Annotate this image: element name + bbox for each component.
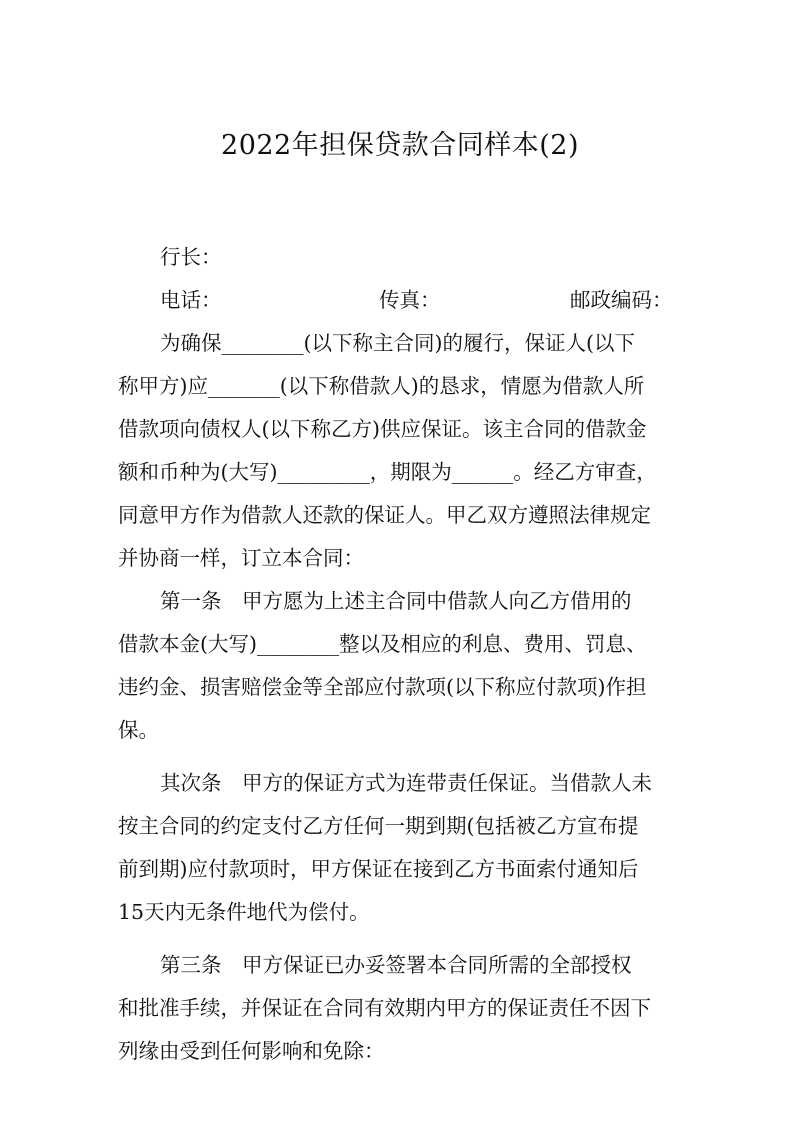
paragraph-line: 前到期)应付款项时，甲方保证在接到乙方书面索付通知后 bbox=[118, 857, 639, 881]
paragraph-article-3 bbox=[118, 944, 686, 1073]
paragraph-line: 并协商一样，订立本合同： bbox=[118, 546, 364, 570]
paragraph-line: 违约金、损害赔偿金等全部应付款项(以下称应付款项)作担 bbox=[118, 675, 647, 699]
fax-label: 传真： bbox=[379, 288, 441, 312]
paragraph-spacer bbox=[118, 752, 686, 762]
contact-row bbox=[118, 279, 686, 322]
paragraph-line: 为确保________(以下称主合同)的履行，保证人(以下 bbox=[160, 331, 635, 355]
paragraph-article-2 bbox=[118, 762, 686, 934]
paragraph-line: 借款项向债权人(以下称乙方)供应保证。该主合同的借款金 bbox=[118, 417, 647, 441]
paragraph-line: 额和币种为(大写)_________，期限为______。经乙方审查， bbox=[118, 460, 657, 484]
paragraph-line: 15天内无条件地代为偿付。 bbox=[118, 900, 370, 924]
document-body bbox=[118, 236, 686, 1073]
document-title: 2022年担保贷款合同样本(2) bbox=[221, 130, 579, 161]
paragraph-line: 借款本金(大写)________整以及相应的利息、费用、罚息、 bbox=[118, 632, 647, 656]
paragraph-article-1 bbox=[118, 580, 686, 752]
paragraph-spacer bbox=[118, 934, 686, 944]
paragraph-line: 称甲方)应_______(以下称借款人)的恳求，情愿为借款人所 bbox=[118, 374, 645, 398]
paragraph-line: 列缘由受到任何影响和免除： bbox=[118, 1039, 385, 1063]
paragraph-preamble bbox=[118, 322, 686, 580]
paragraph-line: 和批准手续，并保证在合同有效期内甲方的保证责任不因下 bbox=[118, 996, 651, 1020]
postal-code-label: 邮政编码： bbox=[570, 288, 673, 312]
paragraph-line: 第一条 甲方愿为上述主合同中借款人向乙方借用的 bbox=[160, 589, 632, 613]
president-label: 行长： bbox=[160, 245, 222, 269]
paragraph-line: 其次条 甲方的保证方式为连带责任保证。当借款人未 bbox=[160, 771, 652, 795]
paragraph-line: 第三条 甲方保证已办妥签署本合同所需的全部授权 bbox=[160, 953, 632, 977]
paragraph-line: 按主合同的约定支付乙方任何一期到期(包括被乙方宣布提 bbox=[118, 814, 639, 838]
paragraph-line: 保。 bbox=[118, 718, 159, 742]
phone-label: 电话： bbox=[160, 288, 222, 312]
paragraph-line: 同意甲方作为借款人还款的保证人。甲乙双方遵照法律规定 bbox=[118, 503, 651, 527]
